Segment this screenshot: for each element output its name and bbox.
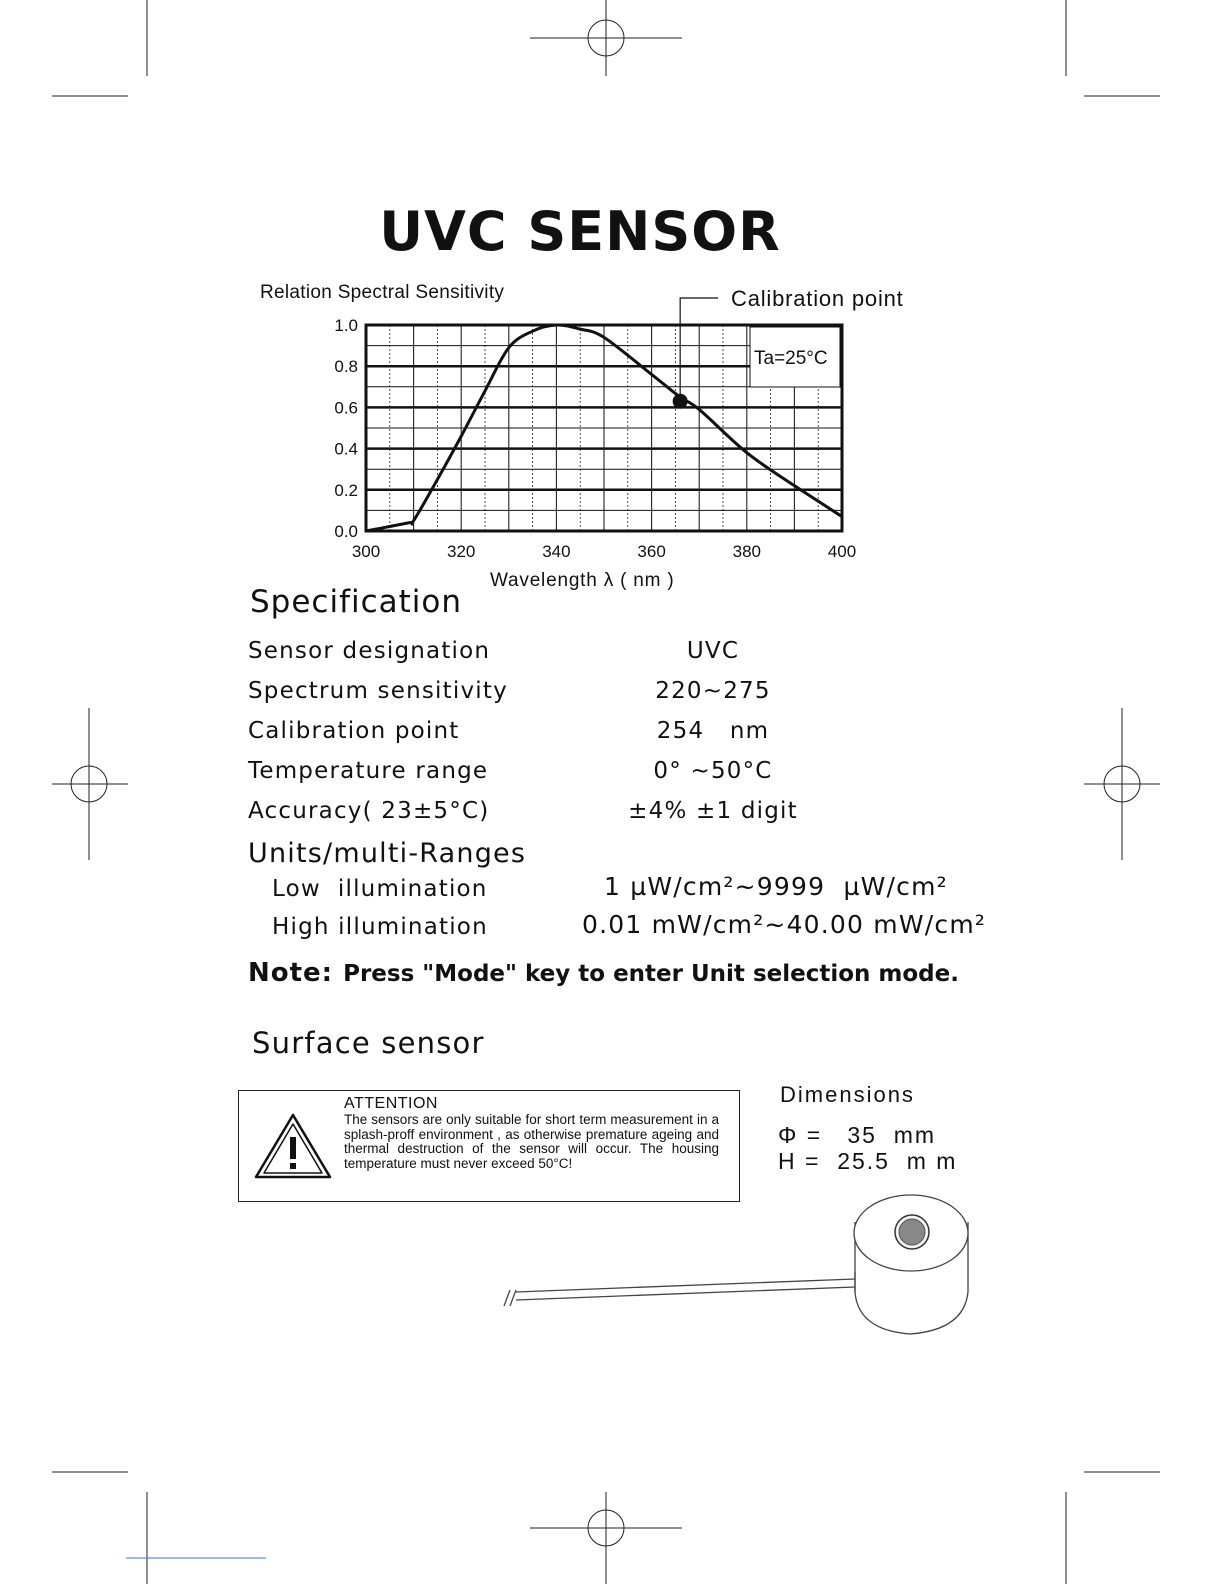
surface-sensor-illustration <box>480 1180 990 1350</box>
spec-row <box>248 798 1008 832</box>
spec-row <box>248 638 1008 672</box>
spec-label: Sensor designation <box>248 638 491 664</box>
spec-label: Temperature range <box>248 758 489 784</box>
spec-value: UVC <box>686 638 740 664</box>
spec-value: 220~275 <box>655 678 771 704</box>
spec-label: Spectrum sensitivity <box>248 678 508 704</box>
x-axis-label: Wavelength λ ( nm ) <box>490 570 675 591</box>
spec-value: 254 nm <box>656 718 770 744</box>
temperature-annotation: Ta=25°C <box>754 348 828 369</box>
x-tick-label: 340 <box>542 542 571 561</box>
y-tick-label: 0.2 <box>334 480 358 500</box>
spec-value: ±4% ±1 digit <box>628 798 798 824</box>
y-tick-label: 1.0 <box>334 316 358 335</box>
spec-row <box>248 758 1008 792</box>
calibration-point-label: Calibration point <box>731 286 904 311</box>
dimension-height: H = 25.5 m m <box>778 1148 958 1174</box>
y-tick-label: 0.0 <box>334 522 358 541</box>
range-label: High illumination <box>272 914 488 940</box>
units-ranges-heading: Units/multi-Ranges <box>248 838 527 869</box>
y-tick-label: 0.8 <box>334 357 358 377</box>
x-tick-label: 320 <box>447 542 476 561</box>
spec-value: 0° ~50°C <box>653 758 773 784</box>
spec-label: Calibration point <box>248 718 460 744</box>
note <box>248 958 959 988</box>
warning-triangle-icon <box>253 1111 333 1181</box>
x-tick-label: 400 <box>827 542 857 561</box>
spec-row <box>248 678 1008 712</box>
range-value: 0.01 mW/cm²~40.00 mW/cm² <box>582 910 987 939</box>
dimensions-title: Dimensions <box>780 1082 915 1107</box>
note-label: Note: <box>248 958 334 988</box>
y-tick-label: 0.4 <box>334 439 358 459</box>
y-tick-label: 0.6 <box>334 398 358 418</box>
page-title: UVC SENSOR <box>379 200 781 263</box>
x-tick-label: 300 <box>351 542 381 561</box>
surface-sensor-heading: Surface sensor <box>252 1026 485 1060</box>
x-tick-label: 360 <box>637 542 666 561</box>
specification-heading: Specification <box>250 584 463 620</box>
spec-label: Accuracy( 23±5°C) <box>248 798 490 824</box>
spec-row <box>248 718 1008 752</box>
calibration-point-marker <box>673 394 688 409</box>
spectral-sensitivity-chart <box>240 270 940 600</box>
note-text: Press "Mode" key to enter Unit selection mode. <box>343 961 959 987</box>
range-row <box>272 910 992 948</box>
y-axis-label: Relation Spectral Sensitivity <box>260 282 505 303</box>
attention-text: The sensors are only suitable for short term measurement in a splash-proff environment , as otherwise premature ageing and thermal destruction of the sensor will occur. The housing temperature must never exceed 50°C! <box>344 1112 719 1171</box>
range-value: 1 µW/cm²~9999 µW/cm² <box>604 872 948 901</box>
attention-title: ATTENTION <box>344 1095 438 1112</box>
range-label: Low illumination <box>272 876 488 902</box>
range-row <box>272 872 992 910</box>
x-tick-label: 380 <box>732 542 761 561</box>
dimension-diameter: Φ = 35 mm <box>778 1122 937 1148</box>
